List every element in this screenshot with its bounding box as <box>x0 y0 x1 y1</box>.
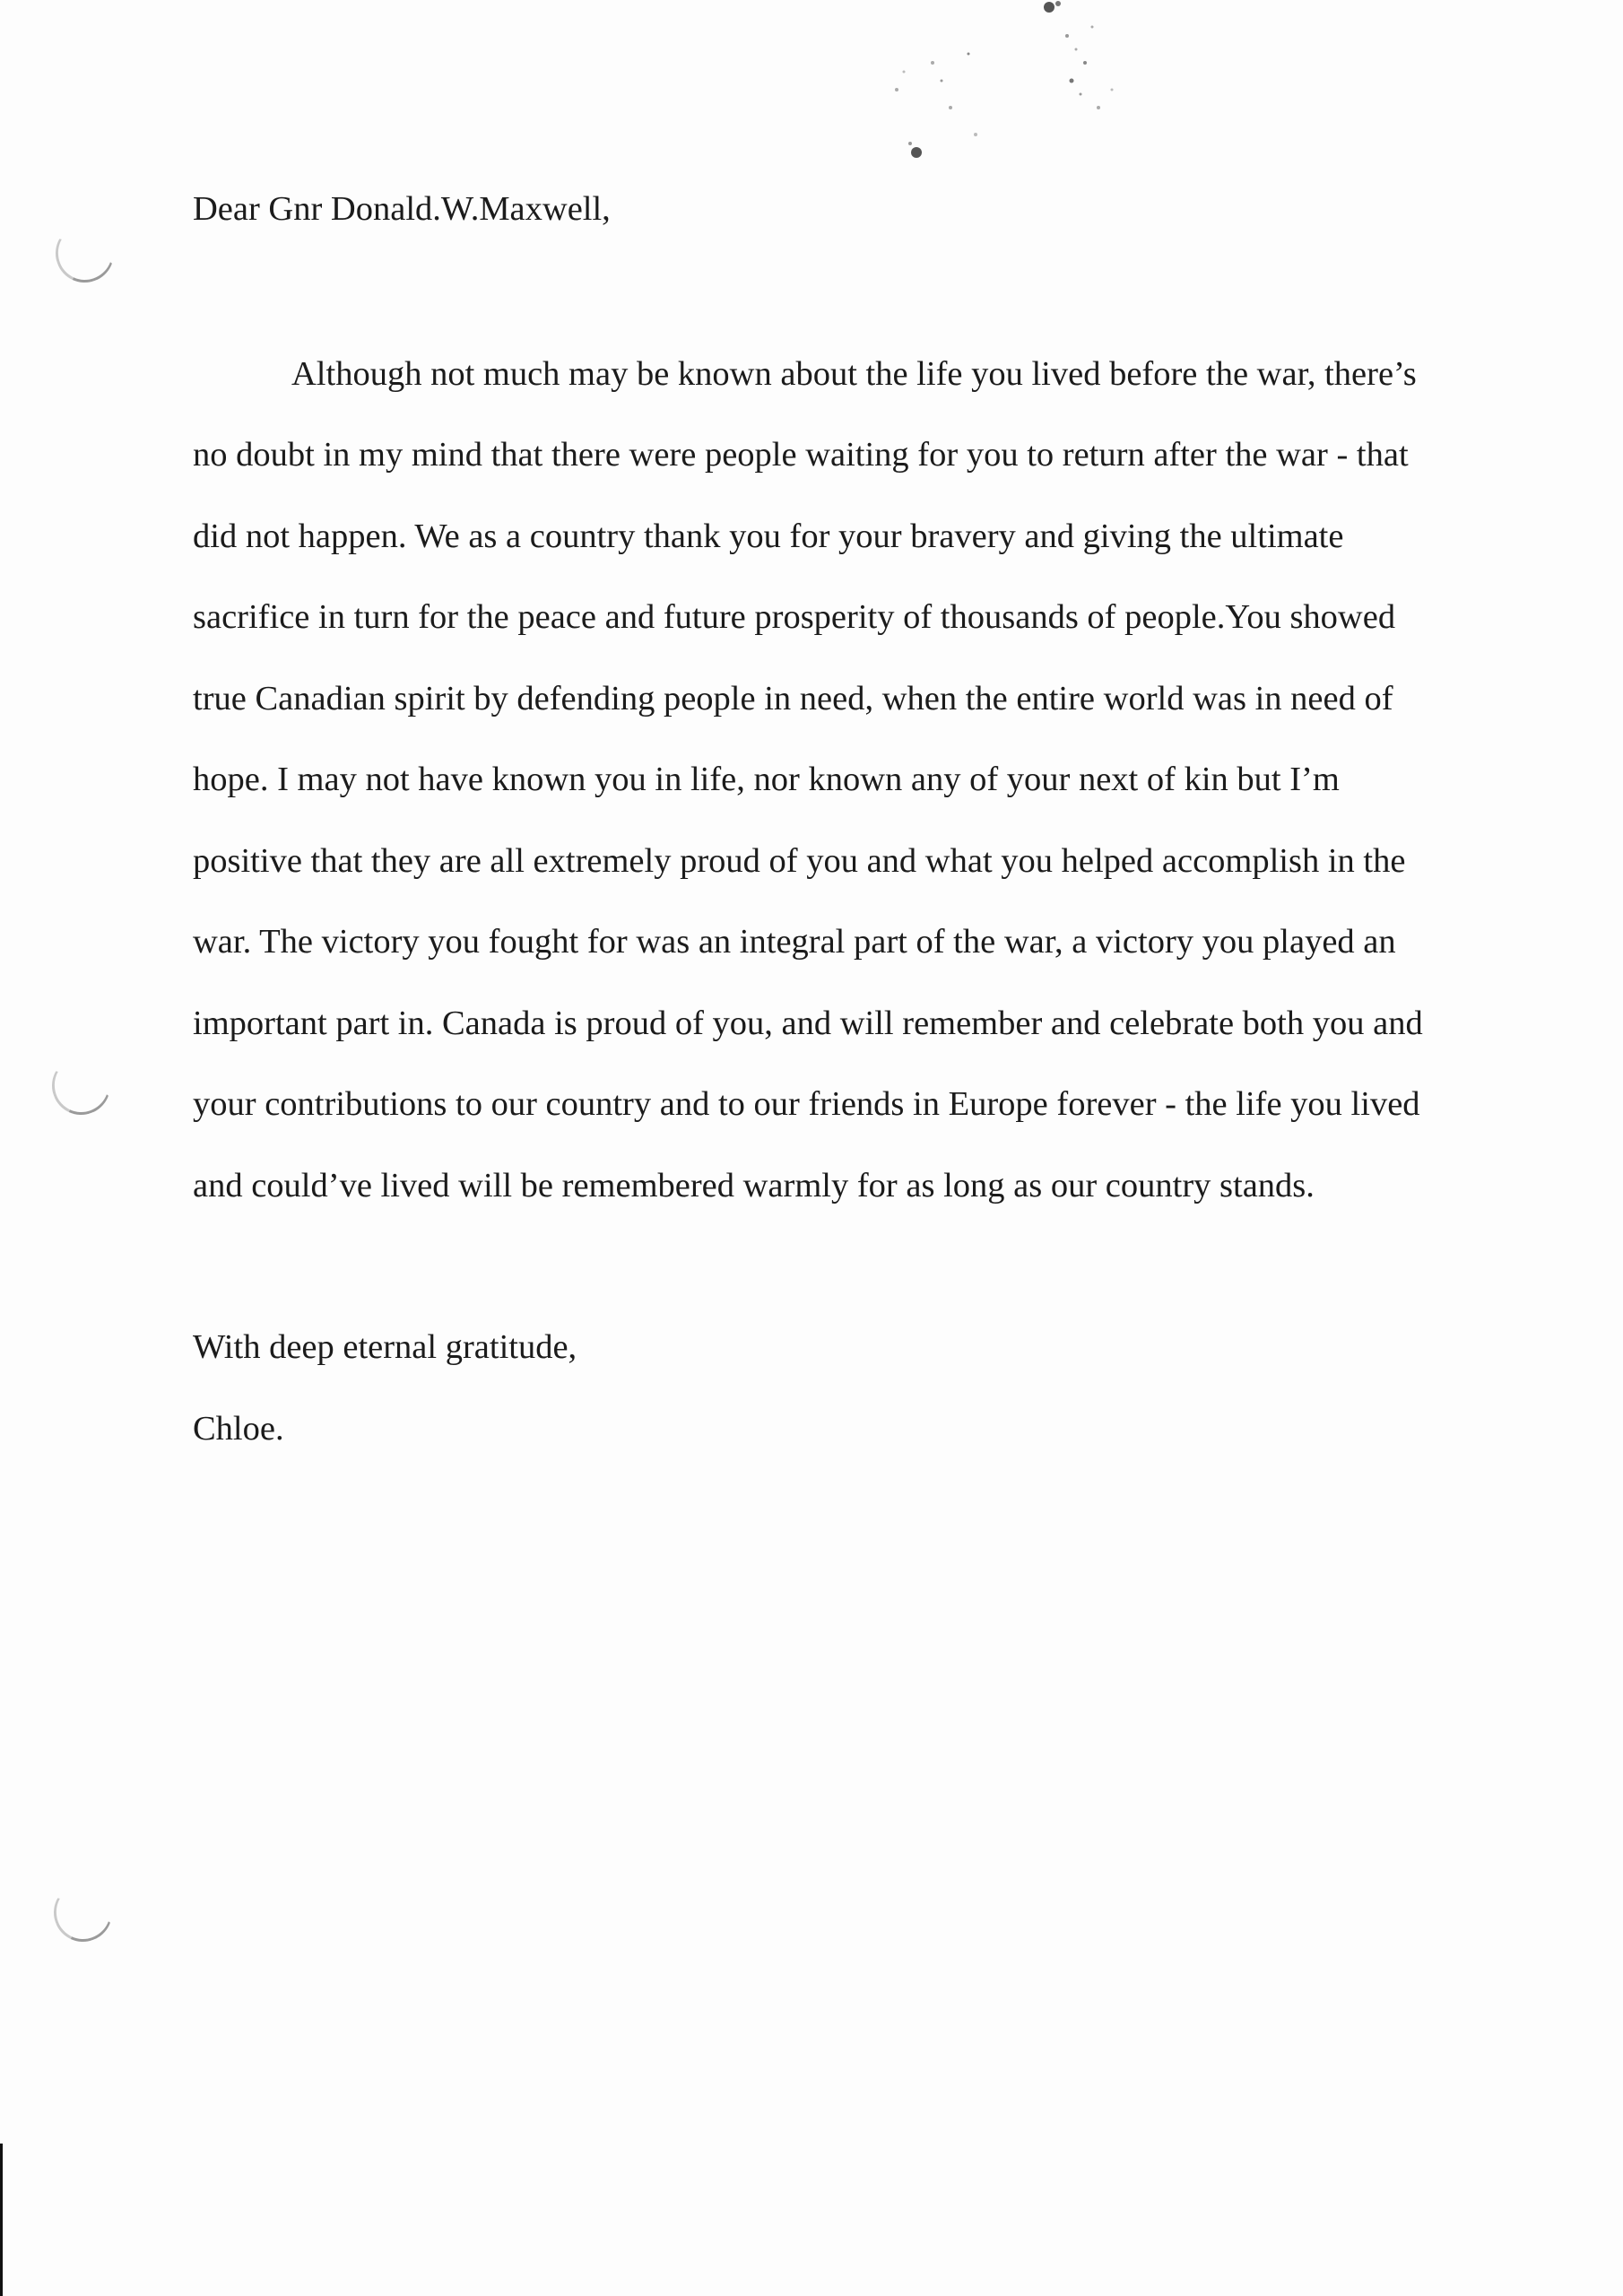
letter-body-line: positive that they are all extremely proud of you and what you helped accomplish in the <box>193 842 1406 880</box>
letter-signature: Chloe. <box>193 1410 284 1448</box>
letter-body-line: true Canadian spirit by defending people in need, when the entire world was in need of <box>193 680 1393 718</box>
letter-body-line: hope. I may not have known you in life, nor known any of your next of kin but I’m <box>193 761 1340 798</box>
letter-body-line: no doubt in my mind that there were people waiting for you to return after the war - that <box>193 436 1409 474</box>
letter-body-line: and could’ve lived will be remembered warmly for as long as our country stands. <box>193 1167 1315 1205</box>
letter-body-line: your contributions to our country and to our friends in Europe forever - the life you lived <box>193 1085 1420 1123</box>
letter-body-line: sacrifice in turn for the peace and future prosperity of thousands of people.You showed <box>193 598 1396 636</box>
letter-salutation: Dear Gnr Donald.W.Maxwell, <box>193 190 611 228</box>
scan-speckles <box>879 0 1148 161</box>
letter-body-line: did not happen. We as a country thank you for your bravery and giving the ultimate <box>193 517 1344 555</box>
letter-body-line: war. The victory you fought for was an integral part of the war, a victory you played an <box>193 923 1396 961</box>
letter-body-line: important part in. Canada is proud of you, and will remember and celebrate both you and <box>193 1004 1423 1042</box>
punch-hole-shadow-top <box>48 216 122 291</box>
punch-hole-shadow-bottom <box>46 1875 120 1950</box>
scan-edge-mark <box>0 2144 3 2296</box>
letter-closing: With deep eternal gratitude, <box>193 1328 577 1366</box>
punch-hole-shadow-middle <box>44 1048 118 1123</box>
letter-body-line: Although not much may be known about the life you lived before the war, there’s <box>291 355 1417 393</box>
